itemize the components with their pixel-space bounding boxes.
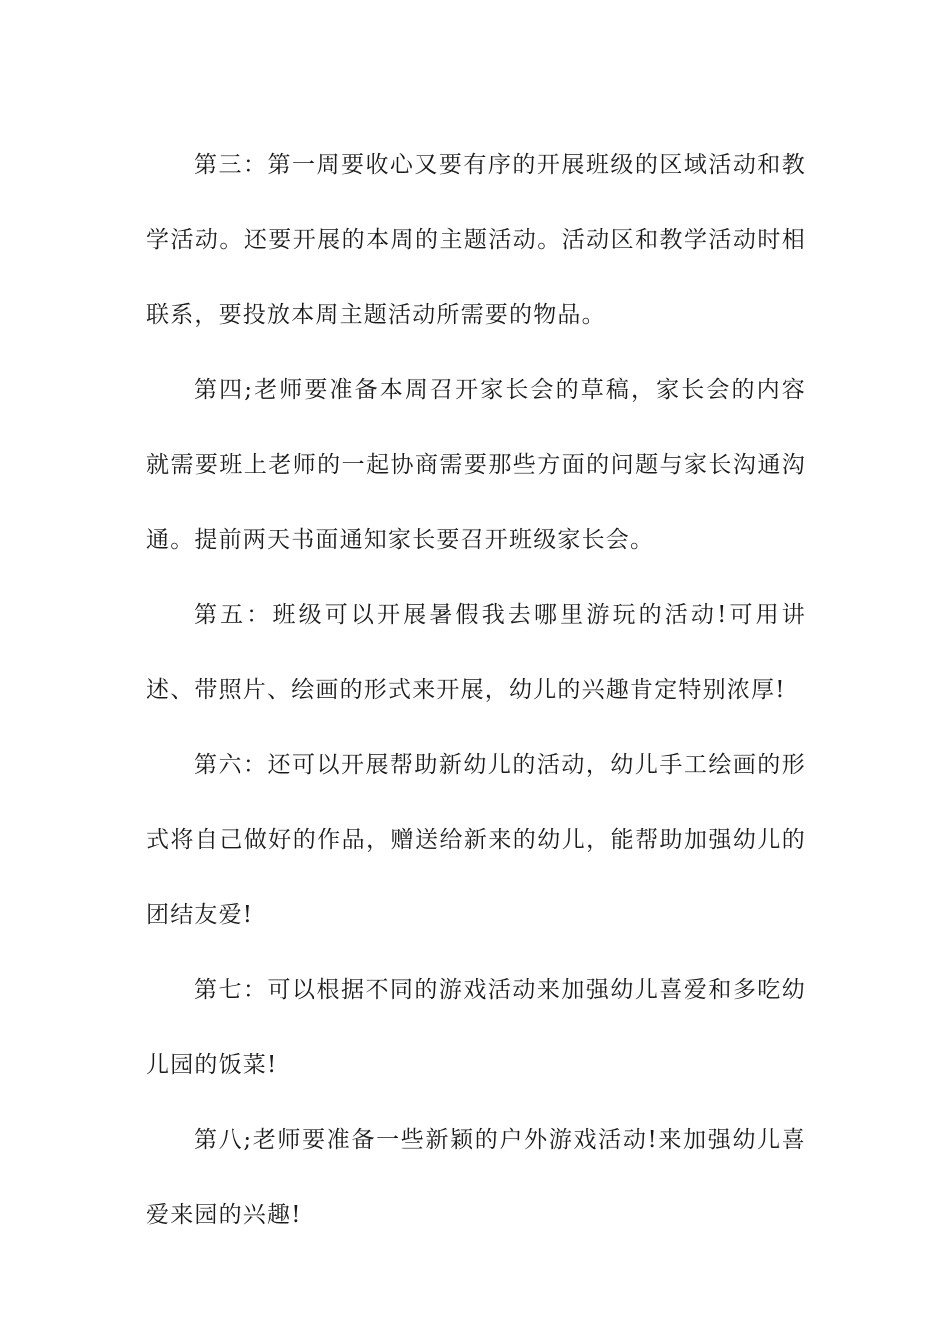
- paragraph-6: 第六：还可以开展帮助新幼儿的活动，幼儿手工绘画的形式将自己做好的作品，赠送给新来的幼儿，能帮助加强幼儿的团结友爱!: [146, 752, 806, 928]
- paragraph-4: 第四;老师要准备本周召开家长会的草稿，家长会的内容就需要班上老师的一起协商需要那些方面的问题与家长沟通沟通。提前两天书面通知家长要召开班级家长会。: [146, 377, 806, 553]
- document-body: [146, 128, 806, 1253]
- paragraph-3: 第三：第一周要收心又要有序的开展班级的区域活动和教学活动。还要开展的本周的主题活动。活动区和教学活动时相联系，要投放本周主题活动所需要的物品。: [146, 152, 806, 328]
- paragraph-8: 第八;老师要准备一些新颖的户外游戏活动!来加强幼儿喜爱来园的兴趣!: [146, 1127, 806, 1228]
- paragraph-5: 第五：班级可以开展暑假我去哪里游玩的活动!可用讲述、带照片、绘画的形式来开展，幼儿的兴趣肯定特别浓厚!: [146, 602, 806, 703]
- paragraph-7: 第七：可以根据不同的游戏活动来加强幼儿喜爱和多吃幼儿园的饭菜!: [146, 977, 806, 1078]
